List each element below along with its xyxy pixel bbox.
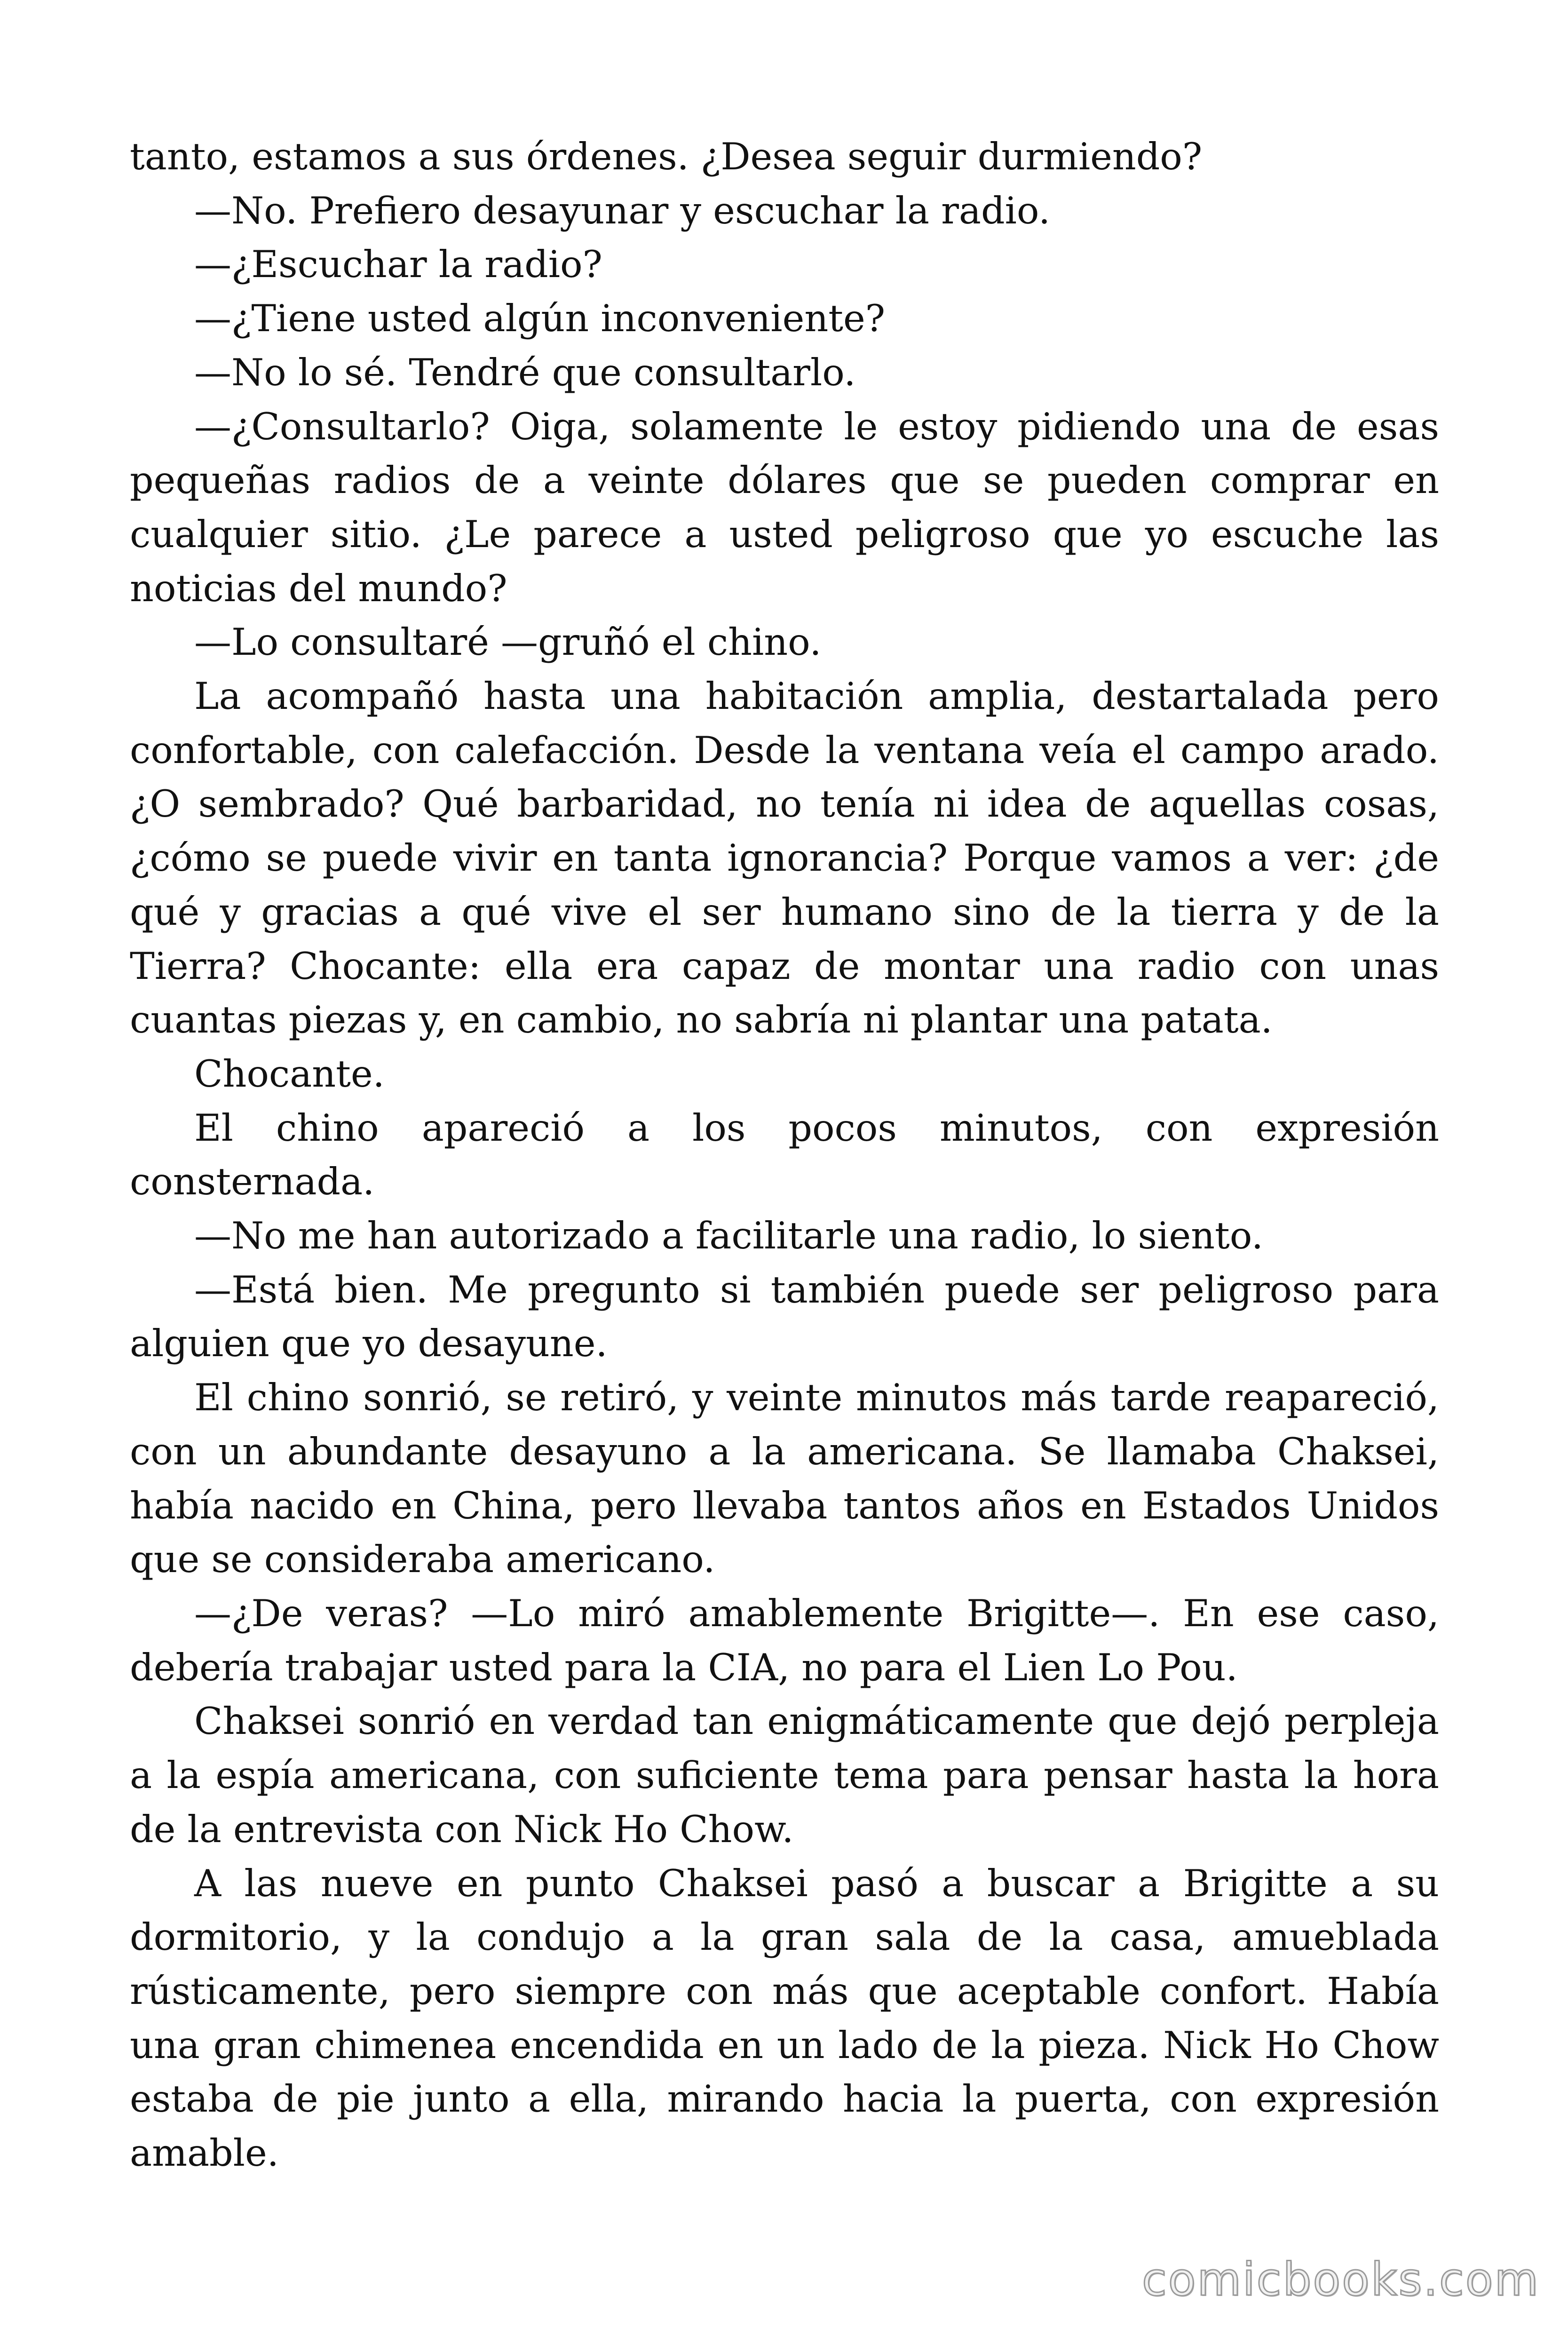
paragraph: Chocante. — [194, 1052, 385, 1096]
paragraph: El chino sonrió, se retiró, y veinte minutos más tarde reapareció, con un abundante desayuno a la americana. Se llamaba Chaksei, había nacido en China, pero llevaba tantos años en Estados Unidos que se consideraba americano. — [130, 1376, 1439, 1581]
paragraph: —¿Escuchar la radio? — [194, 243, 602, 286]
paragraph: tanto, estamos a sus órdenes. ¿Desea seguir durmiendo? — [130, 135, 1203, 178]
paragraph: —¿De veras? —Lo miró amablemente Brigitte—. En ese caso, debería trabajar usted para la CIA, no para el Lien Lo Pou. — [130, 1591, 1439, 1689]
book-page-text — [130, 130, 1439, 2180]
paragraph: —Lo consultaré —gruñó el chino. — [194, 620, 822, 664]
paragraph: Chaksei sonrió en verdad tan enigmáticamente que dejó perpleja a la espía americana, con suficiente tema para pensar hasta la hora de la entrevista con Nick Ho Chow. — [130, 1700, 1439, 1851]
paragraph: A las nueve en punto Chaksei pasó a buscar a Brigitte a su dormitorio, y la condujo a la gran sala de la casa, amueblada rústicamente, pero siempre con más que aceptable confort. Había una gran chimenea encendida en un lado de la pieza. Nick Ho Chow estaba de pie junto a ella, mirando hacia la puerta, con expresión amable. — [130, 1861, 1439, 2175]
paragraph: —No me han autorizado a facilitarle una radio, lo siento. — [194, 1214, 1264, 1258]
paragraph: El chino apareció a los pocos minutos, con expresión consternada. — [130, 1106, 1439, 1204]
paragraph: —No. Prefiero desayunar y escuchar la radio. — [194, 189, 1051, 232]
paragraph: —Está bien. Me pregunto si también puede ser peligroso para alguien que yo desayune. — [130, 1268, 1439, 1366]
paragraph: —¿Tiene usted algún inconveniente? — [194, 297, 886, 341]
watermark-text: comicbooks.com — [1141, 2253, 1540, 2306]
paragraph: La acompañó hasta una habitación amplia, destartalada pero confortable, con calefacción. Desde la ventana veía el campo arado. ¿O sembrado? Qué barbaridad, no tenía ni idea de aquellas cosas, ¿cómo se puede vivir en tanta ignorancia? Porque vamos a ver: ¿de qué y gracias a qué vive el ser humano sino de la tierra y de la Tierra? Chocante: ella era capaz de montar una radio con unas cuantas piezas y, en cambio, no sabría ni plantar una patata. — [130, 675, 1439, 1042]
paragraph: —¿Consultarlo? Oiga, solamente le estoy pidiendo una de esas pequeñas radios de a veinte dólares que se pueden comprar en cualquier sitio. ¿Le parece a usted peligroso que yo escuche las noticias del mundo? — [130, 405, 1439, 610]
paragraph: —No lo sé. Tendré que consultarlo. — [194, 350, 856, 394]
